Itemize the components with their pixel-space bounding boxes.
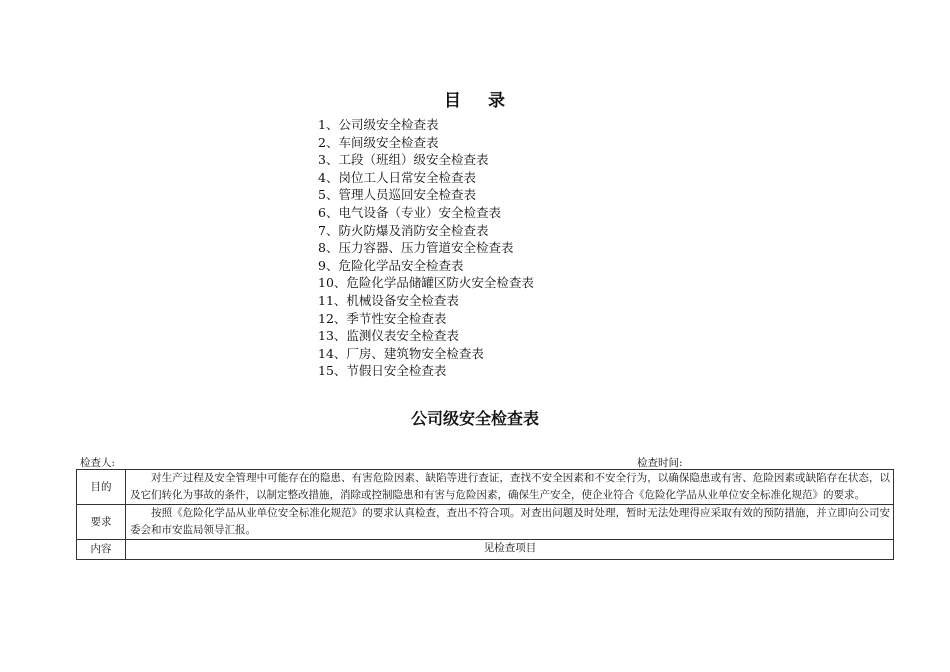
row-label-requirement: 要求 [77,505,126,540]
toc-item[interactable]: 13、监测仪表安全检查表 [318,328,459,344]
toc-item[interactable]: 14、厂房、建筑物安全检查表 [318,345,484,361]
table-row [77,505,894,540]
row-content-requirement: 按照《危险化学品从业单位安全标准化规范》的要求认真检查，查出不符合项。对查出问题及时处理，暂时无法处理得应采取有效的预防措施，并立即向公司安委会和市安监局领导汇报。 [126,505,894,540]
toc-item[interactable]: 8、压力容器、压力管道安全检查表 [318,240,514,256]
table-row [77,470,894,505]
toc-item[interactable]: 1、公司级安全检查表 [318,117,439,132]
toc-item[interactable]: 4、岗位工人日常安全检查表 [318,169,476,185]
toc-title-right: 录 [488,91,506,111]
toc-item[interactable]: 15、节假日安全检查表 [318,363,447,379]
section-title: 公司级安全检查表 [410,409,539,428]
toc-item[interactable]: 6、电气设备（专业）安全检查表 [318,204,501,220]
table-row [77,540,894,560]
toc-item[interactable]: 7、防火防爆及消防安全检查表 [318,222,489,238]
toc-item[interactable]: 2、车间级安全检查表 [318,134,439,150]
toc-item[interactable]: 9、危险化学品安全检查表 [318,257,464,273]
inspection-form-table [76,469,894,560]
toc-item[interactable]: 3、工段（班组）级安全检查表 [318,152,489,168]
inspection-time-label: 检查时间: [637,457,683,469]
toc-list [318,116,534,380]
inspector-label: 检查人: [80,457,116,469]
inspection-meta-row [80,455,894,469]
toc-item[interactable]: 10、危险化学品储罐区防火安全检查表 [318,275,534,291]
row-content-content: 见检查项目 [126,540,894,560]
toc-title-left: 目 [444,91,462,111]
toc-item[interactable]: 5、管理人员巡回安全检查表 [318,187,476,203]
row-content-purpose: 对生产过程及安全管理中可能存在的隐患、有害危险因素、缺陷等进行查证，查找不安全因素和不安全行为，以确保隐患或有害、危险因素或缺陷存在状态，以及它们转化为事故的条件，以制定整改措施，消除或控制隐患和有害与危险因素，确保生产安全，使企业符合《危险化学品从业单位安全标准化规范》的要求。 [126,470,894,505]
toc-item[interactable]: 12、季节性安全检查表 [318,310,447,326]
toc-item[interactable]: 11、机械设备安全检查表 [318,292,459,308]
row-label-purpose: 目的 [77,470,126,505]
row-label-content: 内容 [77,540,126,560]
toc-title [0,86,950,111]
